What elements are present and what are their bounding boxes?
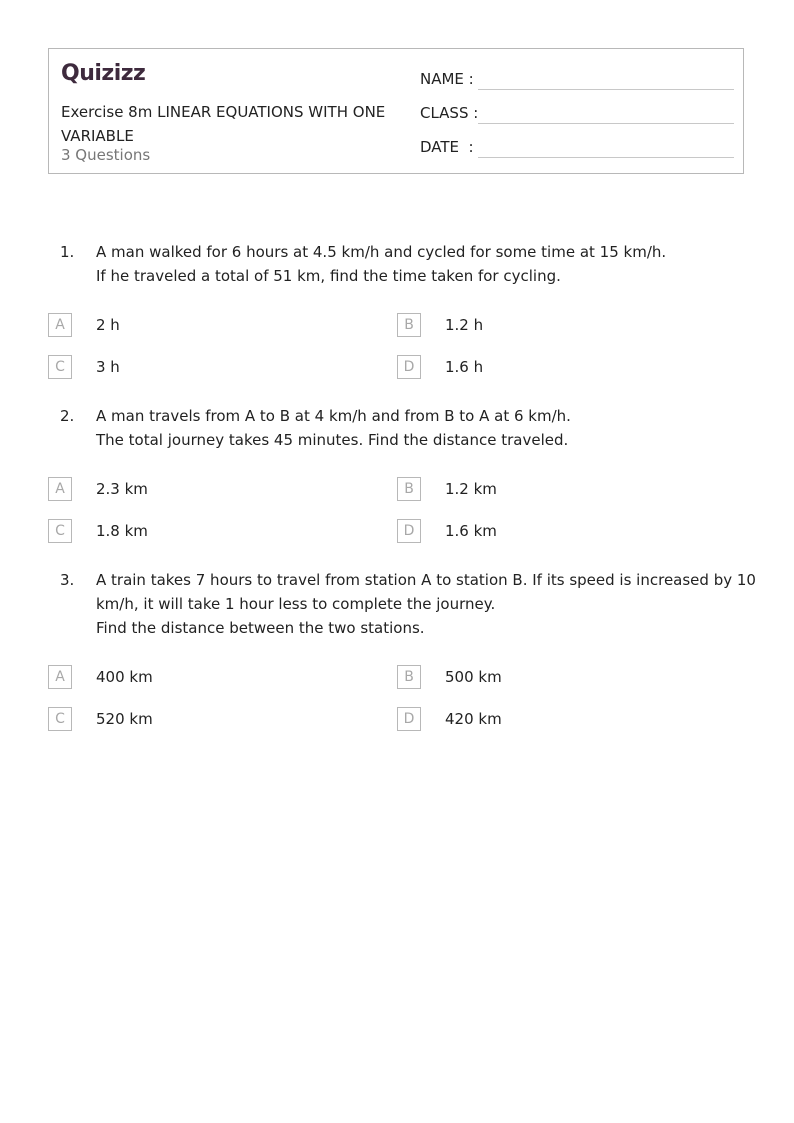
- question-line: A man travels from A to B at 4 km/h and from B to A at 6 km/h.: [96, 407, 571, 425]
- question-number: 1.: [60, 243, 75, 261]
- option-letter-box: B: [397, 477, 421, 501]
- option-letter-box: A: [48, 313, 72, 337]
- question-text: [96, 404, 740, 452]
- question-line: Find the distance between the two stations.: [96, 619, 425, 637]
- option-letter-box: C: [48, 355, 72, 379]
- question-line: km/h, it will take 1 hour less to complete the journey.: [96, 595, 496, 613]
- option-text: 420 km: [445, 710, 502, 728]
- option-text: 1.6 h: [445, 358, 484, 376]
- date-field[interactable]: [420, 135, 734, 169]
- class-line[interactable]: [478, 123, 734, 124]
- option-letter-box: A: [48, 665, 72, 689]
- date-label: DATE :: [420, 138, 474, 156]
- option-text: 1.2 h: [445, 316, 484, 334]
- option-text: 1.2 km: [445, 480, 497, 498]
- question-line: The total journey takes 45 minutes. Find the distance traveled.: [96, 431, 569, 449]
- question-2: [48, 404, 744, 554]
- worksheet-header: [48, 48, 744, 174]
- option-letter-box: C: [48, 519, 72, 543]
- question-count: 3 Questions: [61, 146, 151, 164]
- student-info-fields: [420, 67, 734, 169]
- question-number: 3.: [60, 571, 75, 589]
- question-line: If he traveled a total of 51 km, find the time taken for cycling.: [96, 267, 561, 285]
- logo-text: Quizizz: [61, 60, 146, 86]
- question-3: [48, 568, 756, 738]
- option-letter-box: B: [397, 665, 421, 689]
- option-text: 1.6 km: [445, 522, 497, 540]
- question-text: [96, 568, 756, 640]
- option-letter-box: D: [397, 707, 421, 731]
- question-text: [96, 240, 740, 288]
- option-text: 3 h: [96, 358, 120, 376]
- name-line[interactable]: [478, 89, 734, 90]
- date-line[interactable]: [478, 157, 734, 158]
- question-number: 2.: [60, 407, 75, 425]
- question-line: A train takes 7 hours to travel from station A to station B. If its speed is increased by 10: [96, 571, 756, 589]
- question-1: [48, 240, 744, 390]
- quizizz-logo: [61, 59, 145, 87]
- class-field[interactable]: [420, 101, 734, 135]
- option-letter-box: A: [48, 477, 72, 501]
- name-field[interactable]: [420, 67, 734, 101]
- class-label: CLASS :: [420, 104, 479, 122]
- name-label: NAME :: [420, 70, 474, 88]
- question-line: A man walked for 6 hours at 4.5 km/h and cycled for some time at 15 km/h.: [96, 243, 667, 261]
- option-letter-box: C: [48, 707, 72, 731]
- option-text: 520 km: [96, 710, 153, 728]
- worksheet-title: Exercise 8m LINEAR EQUATIONS WITH ONE VARIABLE: [61, 103, 386, 145]
- option-text: 400 km: [96, 668, 153, 686]
- option-text: 2 h: [96, 316, 120, 334]
- option-letter-box: D: [397, 355, 421, 379]
- option-text: 500 km: [445, 668, 502, 686]
- option-letter-box: D: [397, 519, 421, 543]
- option-letter-box: B: [397, 313, 421, 337]
- option-text: 1.8 km: [96, 522, 148, 540]
- option-text: 2.3 km: [96, 480, 148, 498]
